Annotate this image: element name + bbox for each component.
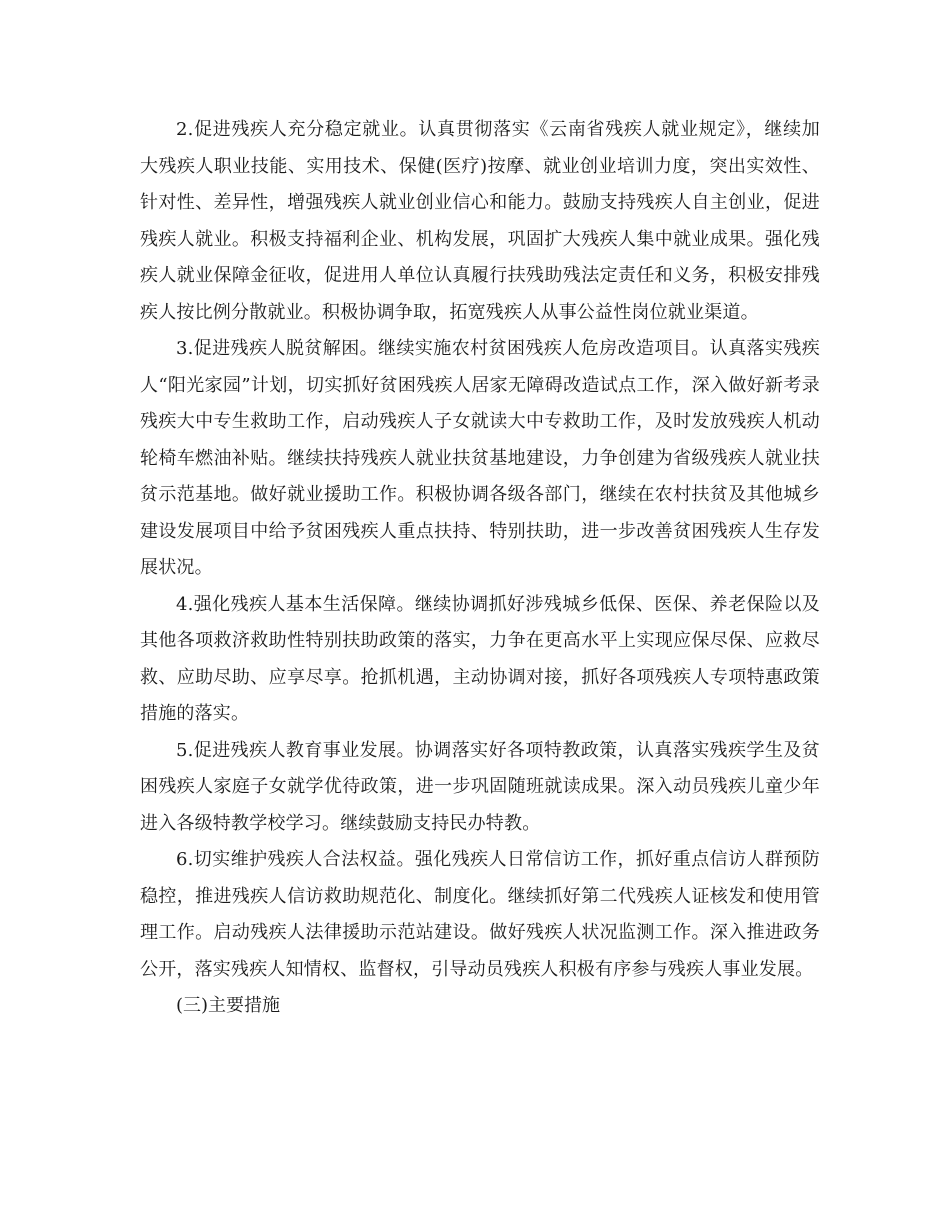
paragraph-poverty-relief: 3.促进残疾人脱贫解困。继续实施农村贫困残疾人危房改造项目。认真落实残疾人“阳光家园”计划，切实抓好贫困残疾人居家无障碍改造试点工作，深入做好新考录残疾大中专生救助工作，启动残疾人子女就读大中专救助工作，及时发放残疾人机动轮椅车燃油补贴。继续扶持残疾人就业扶贫基地建设，力争创建为省级残疾人就业扶贫示范基地。做好就业援助工作。积极协调各级各部门，继续在农村扶贫及其他城乡建设发展项目中给予贫困残疾人重点扶持、特别扶助，进一步改善贫困残疾人生存发展状况。: [140, 338, 820, 578]
section-subheading: (三)主要措施: [176, 995, 281, 1016]
paragraph-rights-protection: 6.切实维护残疾人合法权益。强化残疾人日常信访工作，抓好重点信访人群预防稳控，推进残疾人信访救助规范化、制度化。继续抓好第二代残疾人证核发和使用管理工作。启动残疾人法律援助示范站建设。做好残疾人状况监测工作。深入推进政务公开，落实残疾人知情权、监督权，引导动员残疾人积极有序参与残疾人事业发展。: [140, 849, 820, 980]
paragraph-living-security: 4.强化残疾人基本生活保障。继续协调抓好涉残城乡低保、医保、养老保险以及其他各项救济救助性特别扶助政策的落实，力争在更高水平上实现应保尽保、应救尽救、应助尽助、应享尽享。抢抓机遇，主动协调对接，抓好各项残疾人专项特惠政策措施的落实。: [140, 593, 820, 724]
paragraph-education: 5.促进残疾人教育事业发展。协调落实好各项特教政策，认真落实残疾学生及贫困残疾人家庭子女就学优待政策，进一步巩固随班就读成果。深入动员残疾儿童少年进入各级特教学校学习。继续鼓励支持民办特教。: [140, 739, 820, 834]
paragraph-employment: 2.促进残疾人充分稳定就业。认真贯彻落实《云南省残疾人就业规定》，继续加大残疾人职业技能、实用技术、保健(医疗)按摩、就业创业培训力度，突出实效性、针对性、差异性，增强残疾人就业创业信心和能力。鼓励支持残疾人自主创业，促进残疾人就业。积极支持福利企业、机构发展，巩固扩大残疾人集中就业成果。强化残疾人就业保障金征收，促进用人单位认真履行扶残助残法定责任和义务，积极安排残疾人按比例分散就业。积极协调争取，拓宽残疾人从事公益性岗位就业渠道。: [140, 119, 820, 323]
document-page: [140, 112, 820, 1025]
